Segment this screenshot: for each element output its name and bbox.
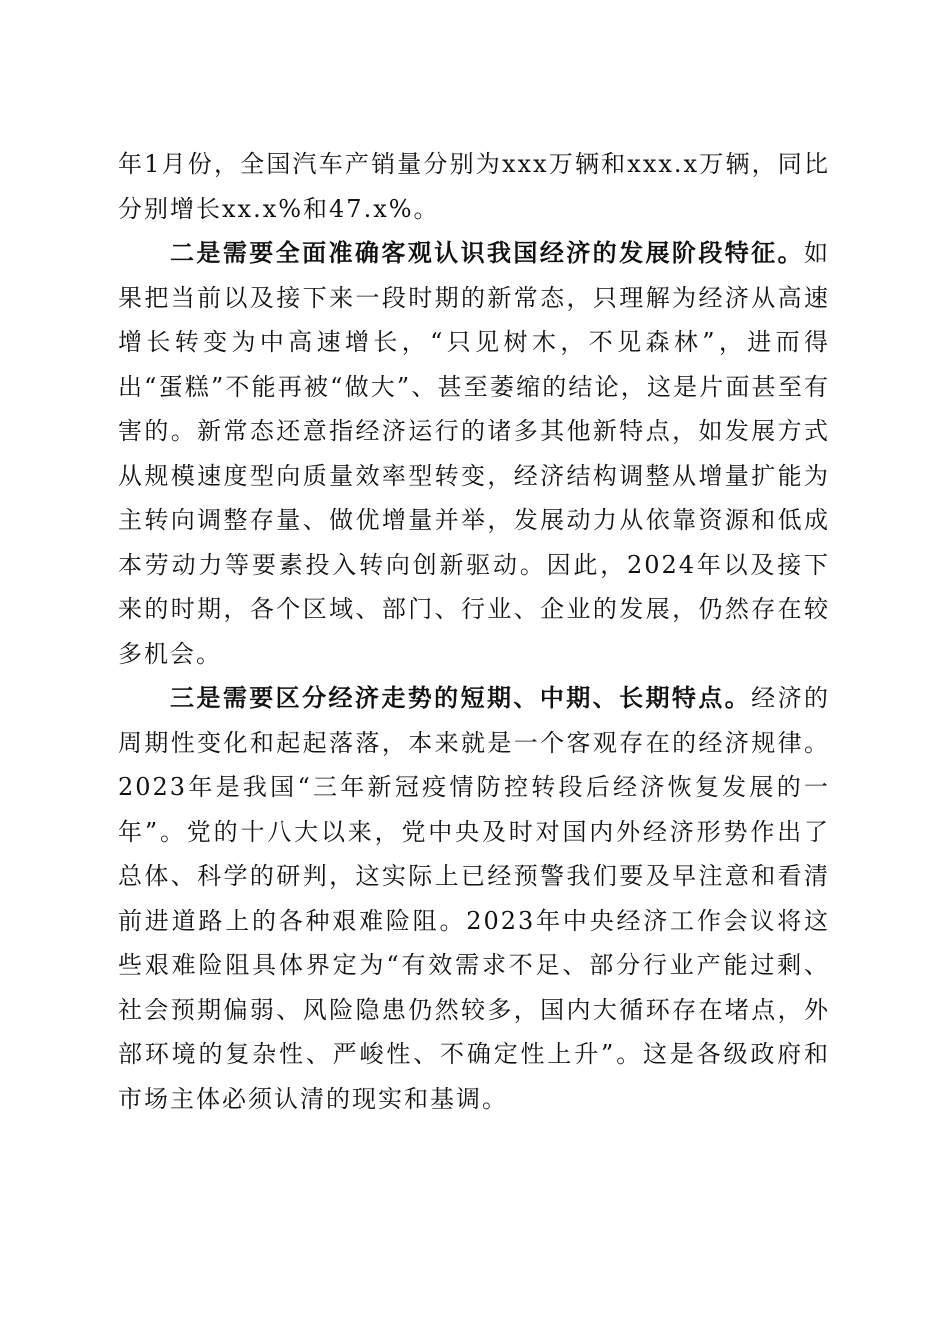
paragraph-3-lead: 三是需要区分经济走势的短期、中期、长期特点。 xyxy=(170,683,752,712)
paragraph-1 xyxy=(118,142,830,231)
paragraph-1-text: 年1月份，全国汽车产销量分别为xxx万辆和xxx.x万辆，同比分别增长xx.x%和47.x%。 xyxy=(118,150,830,223)
paragraph-3-text: 经济的周期性变化和起起落落，本来就是一个客观存在的经济规律。2023年是我国“三年新冠疫情防控转段后经济恢复发展的一年”。党的十八大以来，党中央及时对国内外经济形势作出了总体、科学的研判，这实际上已经预警我们要及早注意和看清前进道路上的各种艰难险阻。2023年中央经济工作会议将这些艰难险阻具体界定为“有效需求不足、部分行业产能过剩、社会预期偏弱、风险隐患仍然较多，国内大循环存在堵点，外部环境的复杂性、严峻性、不确定性上升”。这是各级政府和市场主体必须认清的现实和基调。 xyxy=(118,684,831,1113)
paragraph-3 xyxy=(118,676,830,1121)
paragraph-2-lead: 二是需要全面准确客观认识我国经济的发展阶段特征。 xyxy=(170,238,804,267)
paragraph-2-text: 如果把当前以及接下来一段时期的新常态，只理解为经济从高速增长转变为中高速增长，“只见树木，不见森林”，进而得出“蛋糕”不能再被“做大”、甚至萎缩的结论，这是片面甚至有害的。新常态还意指经济运行的诸多其他新特点，如发展方式从规模速度型向质量效率型转变，经济结构调整从增量扩能为主转向调整存量、做优增量并举，发展动力从依靠资源和低成本劳动力等要素投入转向创新驱动。因此，2024年以及接下来的时期，各个区域、部门、行业、企业的发展，仍然存在较多机会。 xyxy=(118,239,830,668)
paragraph-2 xyxy=(118,231,830,676)
document-body xyxy=(118,142,830,1121)
